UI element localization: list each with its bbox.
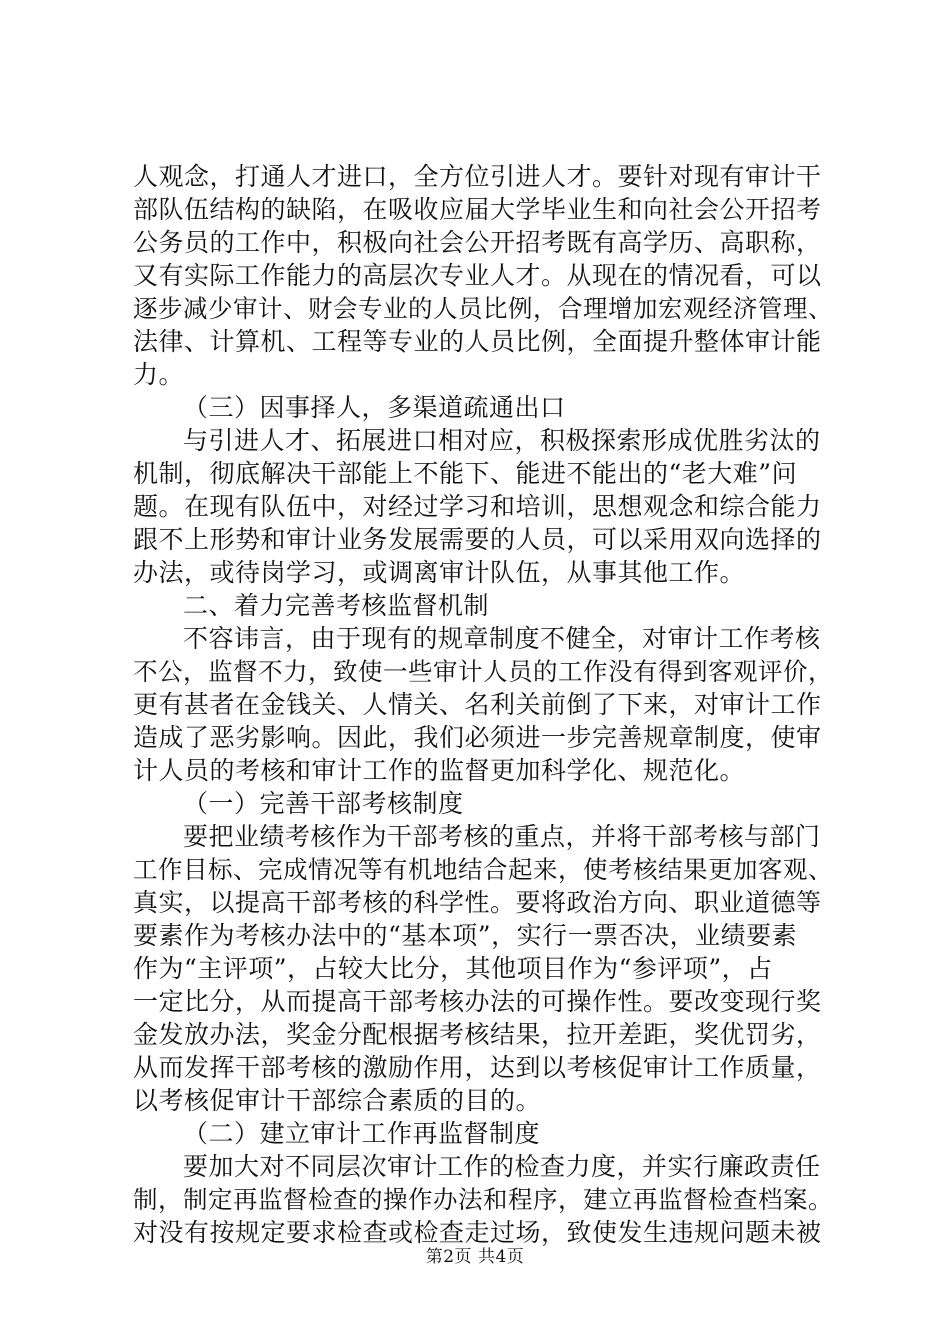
text-line: 更有甚者在金钱关、人情关、名利关前倒了下来，对审计工作 (133, 690, 822, 719)
text-line: 工作目标、完成情况等有机地结合起来，使考核结果更加客观、 (133, 855, 833, 884)
text-line: 部队伍结构的缺陷，在吸收应届大学毕业生和向社会公开招考 (133, 195, 822, 224)
text-line: 题。在现有队伍中，对经过学习和培训，思想观念和综合能力 (133, 492, 822, 521)
text-line: 不公，监督不力，致使一些审计人员的工作没有得到客观评价， (133, 657, 833, 686)
text-line: 人观念，打通人才进口，全方位引进人才。要针对现有审计干 (133, 162, 822, 191)
text-line: 又有实际工作能力的高层次专业人才。从现在的情况看，可以 (133, 261, 822, 290)
paragraph-first-line: 要加大对不同层次审计工作的检查力度，并实行廉政责任 (183, 1152, 821, 1181)
text-line: 金发放办法，奖金分配根据考核结果，拉开差距，奖优罚劣， (133, 1020, 822, 1049)
section-heading: 二、着力完善考核监督机制 (183, 591, 490, 620)
text-line: 跟不上形势和审计业务发展需要的人员，可以采用双向选择的 (133, 525, 822, 554)
text-line: 造成了恶劣影响。因此，我们必须进一步完善规章制度，使审 (133, 723, 822, 752)
text-line: 真实，以提高干部考核的科学性。要将政治方向、职业道德等 (133, 888, 822, 917)
text-line: 作为“主评项”，占较大比分，其他项目作为“参评项”，占 (133, 954, 773, 983)
paragraph-first-line: 要把业绩考核作为干部考核的重点，并将干部考核与部门 (183, 822, 821, 851)
text-line: 公务员的工作中，积极向社会公开招考既有高学历、高职称， (133, 228, 822, 257)
text-line: 力。 (133, 360, 185, 389)
section-heading: （二）建立审计工作再监督制度 (183, 1119, 541, 1148)
paragraph-first-line: 与引进人才、拓展进口相对应，积极探索形成优胜劣汰的 (183, 426, 821, 455)
text-line: 法律、计算机、工程等专业的人员比例，全面提升整体审计能 (133, 327, 822, 356)
text-line: 制，制定再监督检查的操作办法和程序，建立再监督检查档案。 (133, 1185, 833, 1214)
text-line: 办法，或待岗学习，或调离审计队伍，从事其他工作。 (133, 558, 746, 587)
text-line: 机制，彻底解决干部能上不能下、能进不能出的“老大难”问 (133, 459, 798, 488)
paragraph-first-line: 不容讳言，由于现有的规章制度不健全，对审计工作考核 (183, 624, 821, 653)
document-body (133, 160, 833, 1249)
text-line: 逐步减少审计、财会专业的人员比例，合理增加宏观经济管理、 (133, 294, 833, 323)
text-line: 从而发挥干部考核的激励作用，达到以考核促审计工作质量， (133, 1053, 822, 1082)
text-line: 计人员的考核和审计工作的监督更加科学化、规范化。 (133, 756, 746, 785)
text-line: 以考核促审计干部综合素质的目的。 (133, 1086, 542, 1115)
section-heading: （三）因事择人，多渠道疏通出口 (183, 393, 566, 422)
text-line: 对没有按规定要求检查或检查走过场，致使发生违规问题未被 (133, 1218, 822, 1247)
text-line: 要素作为考核办法中的“基本项”，实行一票否决，业绩要素 (133, 921, 798, 950)
page-number-footer: 第2页 共4页 (425, 1247, 525, 1267)
text-line: 一定比分，从而提高干部考核办法的可操作性。要改变现行奖 (133, 987, 822, 1016)
section-heading: （一）完善干部考核制度 (183, 789, 464, 818)
